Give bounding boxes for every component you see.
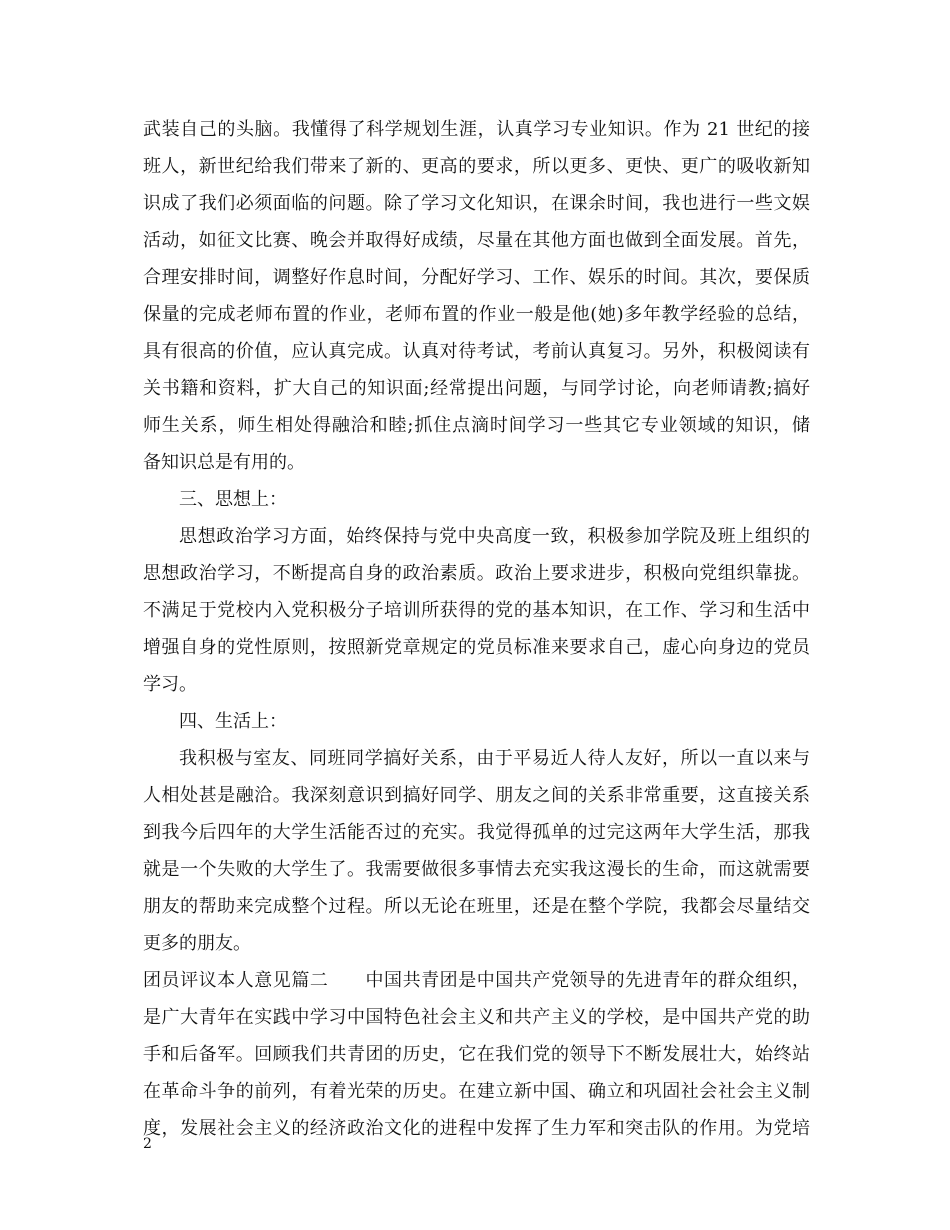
text-line: 更多的朋友。: [143, 933, 251, 954]
text-line: 在革命斗争的前列，有着光荣的历史。在建立新中国、确立和巩固社会社会主义制: [143, 1081, 810, 1102]
text-line: 备知识总是有用的。: [143, 452, 305, 473]
section-heading: 四、生活上：: [179, 711, 287, 732]
text-line: 思想政治学习方面，始终保持与党中央高度一致，积极参加学院及班上组织的: [179, 526, 810, 547]
text-line: 关书籍和资料，扩大自己的知识面;经常提出问题，与同学讨论，向老师请教;搞好: [143, 378, 810, 399]
text-line: 到我今后四年的大学生活能否过的充实。我觉得孤单的过完这两年大学生活，那我: [143, 822, 810, 843]
text-line: 不满足于党校内入党积极分子培训所获得的党的基本知识，在工作、学习和生活中: [143, 600, 810, 621]
text-line: 学习。: [143, 674, 197, 695]
text-line: 人相处甚是融洽。我深刻意识到搞好同学、朋友之间的关系非常重要，这直接关系: [143, 785, 810, 806]
text-line: 就是一个失败的大学生了。我需要做很多事情去充实我这漫长的生命，而这就需要: [143, 859, 810, 880]
text-line: 班人，新世纪给我们带来了新的、更高的要求，所以更多、更快、更广的吸收新知: [143, 156, 810, 177]
page-number: 2: [143, 1136, 152, 1152]
text-line: 武装自己的头脑。我懂得了科学规划生涯，认真学习专业知识。作为 21 世纪的接: [143, 119, 810, 140]
section-heading: 三、思想上：: [179, 489, 287, 510]
text-line: 是广大青年在实践中学习中国特色社会主义和共产主义的学校，是中国共产党的助: [143, 1007, 810, 1028]
text-line: 合理安排时间，调整好作息时间，分配好学习、工作、娱乐的时间。其次，要保质: [143, 267, 810, 288]
text-line: 增强自身的党性原则，按照新党章规定的党员标准来要求自己，虚心向身边的党员: [143, 637, 810, 658]
text-line: 具有很高的价值，应认真完成。认真对待考试，考前认真复习。另外，积极阅读有: [143, 341, 810, 362]
text-line: 团员评议本人意见篇二 中国共青团是中国共产党领导的先进青年的群众组织，: [143, 970, 810, 991]
text-line: 思想政治学习，不断提高自身的政治素质。政治上要求进步，积极向党组织靠拢。: [143, 563, 810, 584]
text-line: 朋友的帮助来完成整个过程。所以无论在班里，还是在整个学院，我都会尽量结交: [143, 896, 810, 917]
text-line: 识成了我们必须面临的问题。除了学习文化知识，在课余时间，我也进行一些文娱: [143, 193, 810, 214]
text-line: 保量的完成老师布置的作业，老师布置的作业一般是他(她)多年教学经验的总结，: [143, 304, 810, 325]
text-line: 度，发展社会主义的经济政治文化的进程中发挥了生力军和突击队的作用。为党培: [143, 1118, 810, 1139]
text-line: 我积极与室友、同班同学搞好关系，由于平易近人待人友好，所以一直以来与: [179, 748, 810, 769]
text-line: 师生关系，师生相处得融洽和睦;抓住点滴时间学习一些其它专业领域的知识，储: [143, 415, 810, 436]
text-line: 手和后备军。回顾我们共青团的历史，它在我们党的领导下不断发展壮大，始终站: [143, 1044, 810, 1065]
text-line: 活动，如征文比赛、晚会并取得好成绩，尽量在其他方面也做到全面发展。首先，: [143, 230, 810, 251]
